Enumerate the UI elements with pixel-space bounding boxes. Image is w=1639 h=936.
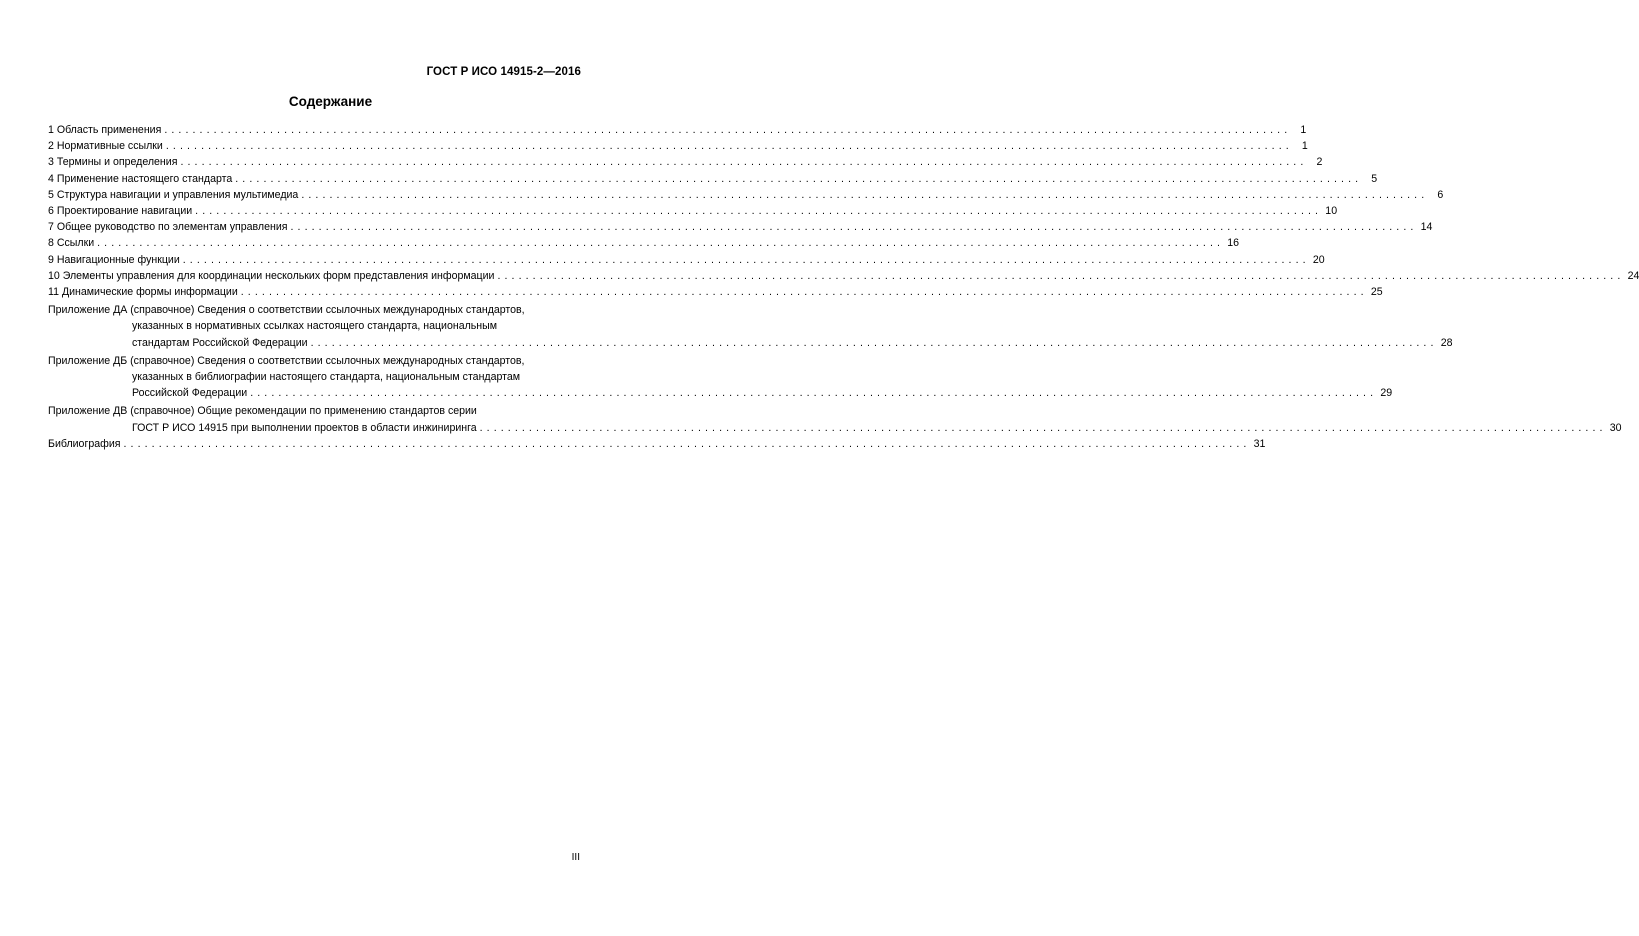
toc-entry-label: 11 Динамические формы информации: [48, 286, 238, 299]
toc-entry[interactable]: [48, 284, 1383, 300]
dot-leader: ................................................................................................................................................................: [479, 421, 1607, 434]
toc-entry-label: 3 Термины и определения: [48, 156, 178, 169]
toc-entry-label: 5 Структура навигации и управления мультимедиа: [48, 188, 299, 201]
dot-leader: ................................................................................................................................................................: [240, 286, 1368, 299]
dot-leader: ................................................................................................................................................................: [180, 156, 1308, 169]
dot-leader: ................................................................................................................................................................: [165, 140, 1293, 153]
toc-entry-page: 24: [1627, 269, 1639, 282]
dot-leader: ................................................................................................................................................................: [195, 205, 1323, 218]
toc-annex-continuation: указанных в библиографии настоящего стандарта, национальным стандартам: [132, 371, 521, 384]
toc-entry[interactable]: [48, 252, 1325, 268]
dot-leader: ................................................................................................................................................................: [250, 387, 1378, 400]
toc-entry[interactable]: [48, 187, 1444, 203]
toc-entry-label: 2 Нормативные ссылки: [48, 140, 163, 153]
toc-entry-page: 16: [1227, 237, 1240, 250]
toc-annex-continuation: Российской Федерации: [132, 387, 248, 400]
dot-leader: ................................................................................................................................................................: [301, 188, 1429, 201]
toc-entry-page: 31: [1253, 437, 1266, 450]
dot-leader: ................................................................................................................................................................: [235, 172, 1363, 185]
toc-entry-label: 6 Проектирование навигации: [48, 205, 193, 218]
toc-entry[interactable]: [48, 171, 1378, 187]
toc-entry-page: 20: [1312, 253, 1325, 266]
toc-annex-title: Приложение ДВ (справочное) Общие рекомендации по применению стандартов серии: [48, 405, 477, 418]
toc-entry[interactable]: [48, 219, 1433, 235]
toc-annex-title: Приложение ДБ (справочное) Сведения о соответствии ссылочных международных стандартов,: [48, 354, 525, 367]
toc-entry[interactable]: [48, 122, 1307, 138]
toc-entry-page: 1: [1301, 140, 1308, 153]
toc-entry-page: 28: [1440, 336, 1453, 349]
dot-leader: ................................................................................................................................................................: [164, 124, 1292, 136]
toc-entry-page: 25: [1370, 286, 1383, 299]
toc-annex-continuation: ГОСТ Р ИСО 14915 при выполнении проектов в области инжиниринга: [132, 421, 477, 434]
toc-annex-entry[interactable]: [48, 353, 1393, 402]
dot-leader: ................................................................................................................................................................: [310, 336, 1438, 349]
toc-annex-title: Приложение ДА (справочное) Сведения о соответствии ссылочных международных стандартов,: [48, 304, 525, 317]
toc-annex-continuation: указанных в нормативных ссылках настоящего стандарта, национальным: [132, 320, 498, 333]
toc-entry[interactable]: [48, 154, 1323, 170]
dot-leader: ................................................................................................................................................................: [182, 253, 1310, 266]
toc-entry[interactable]: [48, 138, 1308, 154]
toc-entry-page: 2: [1316, 156, 1323, 169]
dot-leader: ................................................................................................................................................................: [97, 237, 1225, 250]
page-title: Содержание: [288, 94, 373, 109]
toc-entry-label: 8 Ссылки: [48, 237, 95, 250]
toc-entry-page: 30: [1609, 421, 1622, 434]
dot-leader: ................................................................................................................................................................: [123, 437, 1251, 450]
toc-entry-page: 10: [1325, 205, 1338, 218]
toc-entry-label: 9 Навигационные функции: [48, 253, 180, 266]
document-standard-id: ГОСТ Р ИСО 14915-2—2016: [426, 66, 581, 78]
toc-entry-page: 1: [1300, 124, 1307, 136]
toc-entry[interactable]: [48, 203, 1338, 219]
page-number: III: [571, 852, 580, 863]
toc-entry[interactable]: [48, 235, 1240, 251]
toc-entry-page: 14: [1420, 221, 1433, 234]
toc-entry-page: 6: [1437, 188, 1444, 201]
toc-annex-continuation: стандартам Российской Федерации: [132, 336, 308, 349]
toc-entry-label: 4 Применение настоящего стандарта: [48, 172, 233, 185]
toc-entry-label: Библиография: [48, 437, 121, 450]
toc-entry-label: 1 Область применения: [48, 124, 162, 136]
table-of-contents: [48, 122, 1639, 452]
dot-leader: ................................................................................................................................................................: [290, 221, 1418, 234]
toc-annex-entry[interactable]: [48, 302, 1453, 351]
toc-entry-label: 10 Элементы управления для координации нескольких форм представления информации: [48, 269, 495, 282]
toc-entry-label: 7 Общее руководство по элементам управления: [48, 221, 288, 234]
toc-entry[interactable]: [48, 268, 1639, 284]
dot-leader: ................................................................................................................................................................: [497, 269, 1625, 282]
toc-entry-page: 29: [1380, 387, 1393, 400]
toc-annex-entry[interactable]: [48, 403, 1622, 435]
toc-entry-bibliography[interactable]: [48, 436, 1266, 452]
toc-entry-page: 5: [1371, 172, 1378, 185]
